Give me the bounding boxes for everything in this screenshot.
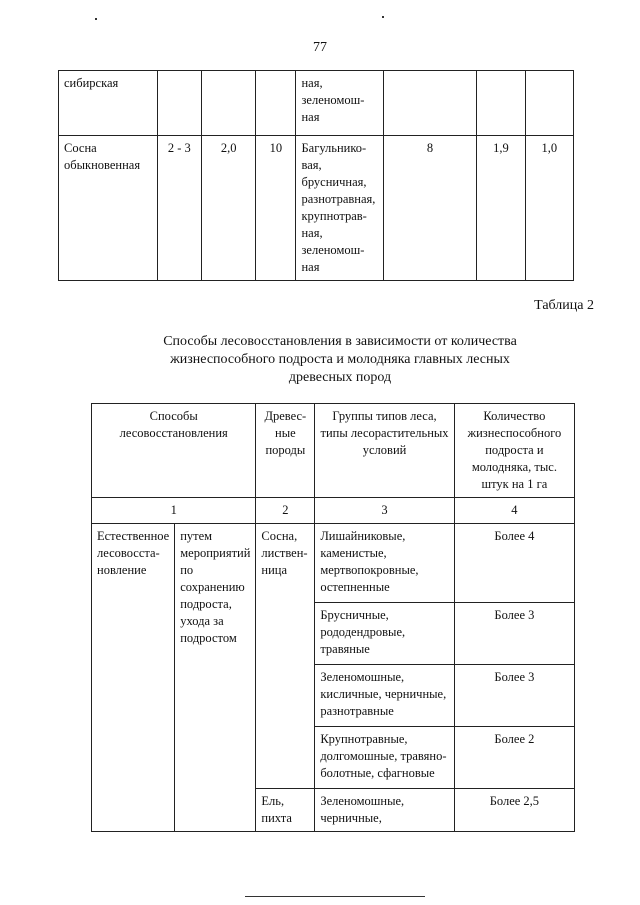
table-row	[59, 71, 574, 136]
table-caption: Способы лесовосстановления в зависимости от количества жизнеспособного подроста и молодняка главных лесных древесных пород	[163, 334, 517, 385]
header-row	[92, 404, 575, 498]
method-sub: путем мероприятий по сохранению подроста, ухода за подростом	[175, 524, 256, 832]
table-cell	[256, 71, 296, 136]
quantity-value: Более 3	[454, 603, 574, 665]
continuation-table	[58, 70, 574, 281]
header-species: Древес-ные породы	[256, 404, 315, 498]
page-number: 77	[313, 40, 327, 55]
table-cell	[383, 71, 477, 136]
table-row	[92, 524, 575, 603]
header-quantity: Количество жизнеспособного подроста и молодняка, тыс. штук на 1 га	[454, 404, 574, 498]
column-number: 4	[454, 498, 574, 524]
scan-dot	[382, 16, 384, 18]
forest-group: Лишайниковые, каменистые, мертвопокровные, остепненные	[315, 524, 454, 603]
table-cell: 2,0	[201, 136, 255, 281]
quantity-value: Более 2,5	[454, 789, 574, 832]
table-cell: Багульнико-вая, брусничная, разнотравная, крупнотрав-ная, зеленомош-ная	[296, 136, 383, 281]
species-spruce-fir: Ель, пихта	[256, 789, 315, 832]
quantity-value: Более 4	[454, 524, 574, 603]
quantity-value: Более 3	[454, 665, 574, 727]
header-methods: Способы лесовосстановления	[92, 404, 256, 498]
table-cell	[201, 71, 255, 136]
table-cell: 1,9	[477, 136, 525, 281]
table-cell: 2 - 3	[157, 136, 201, 281]
forest-group: Зеленомошные, черничные,	[315, 789, 454, 832]
table-cell: 8	[383, 136, 477, 281]
forest-group: Брусничные, рододендровые, травяные	[315, 603, 454, 665]
table-cell: сибирская	[59, 71, 158, 136]
column-number-row	[92, 498, 575, 524]
reforestation-table	[91, 403, 575, 832]
forest-group: Зеленомошные, кисличные, черничные, разнотравные	[315, 665, 454, 727]
table-cell: 10	[256, 136, 296, 281]
table-cell: Сосна обыкновенная	[59, 136, 158, 281]
table-cell	[525, 71, 573, 136]
quantity-value: Более 2	[454, 727, 574, 789]
header-groups: Группы типов леса, типы лесорастительных условий	[315, 404, 454, 498]
forest-group: Крупнотравные, долгомошные, травяно-болотные, сфагновые	[315, 727, 454, 789]
table-cell: ная, зеленомош-ная	[296, 71, 383, 136]
table-cell	[157, 71, 201, 136]
scan-dot	[95, 18, 97, 20]
table-cell: 1,0	[525, 136, 573, 281]
footer-rule	[245, 896, 425, 897]
species-pine-larch: Сосна, листвен-ница	[256, 524, 315, 789]
column-number: 1	[92, 498, 256, 524]
table-cell	[477, 71, 525, 136]
method-main: Естественное лесовосста-новление	[92, 524, 175, 832]
table-row	[59, 136, 574, 281]
table-label: Таблица 2	[534, 298, 594, 313]
column-number: 3	[315, 498, 454, 524]
column-number: 2	[256, 498, 315, 524]
